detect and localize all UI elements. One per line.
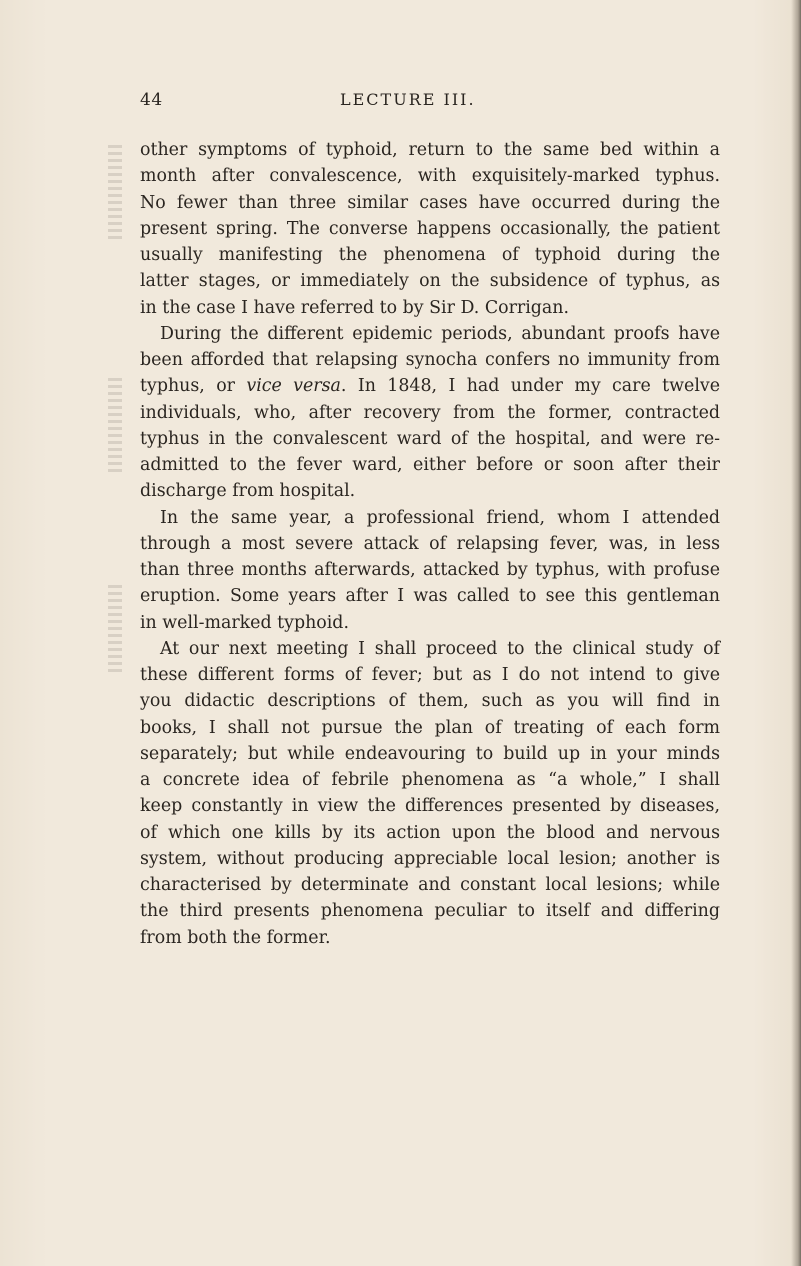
- page-number: 44: [140, 90, 163, 110]
- text-line: keep constantly in view the differences presented by diseases,: [140, 796, 720, 817]
- running-head: LECTURE III.: [340, 90, 476, 109]
- text-line: latter stages, or immediately on the subsidence of typhus, as: [140, 271, 720, 292]
- text-line: discharge from hospital.: [140, 481, 356, 502]
- text-line: than three months afterwards, attacked by typhus, with profuse: [140, 560, 720, 580]
- text-line: present spring. The converse happens occasionally, the patient: [140, 218, 720, 239]
- text-line: from both the former.: [140, 927, 331, 948]
- text-line: typhus, or vice versa. In 1848, I had under my care twelve: [140, 376, 720, 397]
- text-line: in the case I have referred to by Sir D. Corrigan.: [140, 297, 570, 318]
- text-line: At our next meeting I shall proceed to the clinical study of: [160, 638, 720, 659]
- text-line: of which one kills by its action upon the blood and nervous: [140, 822, 720, 843]
- text-line: in well-marked typhoid.: [140, 612, 349, 633]
- ink-bleed-mark: [108, 585, 122, 675]
- text-line: In the same year, a professional friend, whom I attended: [160, 507, 720, 528]
- text-line: individuals, who, after recovery from the former, contracted: [140, 402, 720, 423]
- text-line: system, without producing appreciable local lesion; another is: [140, 848, 720, 869]
- ink-bleed-mark: [108, 145, 122, 240]
- text-line: you didactic descriptions of them, such as you will find in: [140, 691, 720, 712]
- text-line: the third presents phenomena peculiar to itself and differing: [140, 901, 720, 922]
- text-line: No fewer than three similar cases have occurred during the: [140, 192, 720, 213]
- text-line: admitted to the fever ward, either before or soon after their: [140, 455, 720, 475]
- text-line: usually manifesting the phenomena of typhoid during the: [140, 245, 720, 265]
- text-line: month after convalescence, with exquisitely-marked typhus.: [140, 166, 720, 187]
- page-header: [0, 90, 801, 116]
- text-line: characterised by determinate and constant local lesions; while: [140, 875, 720, 895]
- body-text: [140, 137, 720, 951]
- text-line: other symptoms of typhoid, return to the same bed within a: [140, 140, 720, 160]
- text-line: through a most severe attack of relapsing fever, was, in less: [140, 533, 720, 554]
- text-line: During the different epidemic periods, abundant proofs have: [160, 323, 720, 344]
- ink-bleed-mark: [108, 378, 122, 473]
- text-line: a concrete idea of febrile phenomena as “a whole,” I shall: [140, 770, 720, 790]
- text-line: been afforded that relapsing synocha confers no immunity from: [140, 350, 720, 370]
- text-line: books, I shall not pursue the plan of treating of each form: [140, 717, 720, 738]
- text-line: separately; but while endeavouring to build up in your minds: [140, 743, 720, 764]
- text-line: these different forms of fever; but as I do not intend to give: [140, 665, 720, 685]
- page-edge-shadow: [791, 0, 801, 1266]
- text-line: eruption. Some years after I was called to see this gentleman: [140, 586, 720, 607]
- text-line: typhus in the convalescent ward of the hospital, and were re-: [140, 428, 720, 449]
